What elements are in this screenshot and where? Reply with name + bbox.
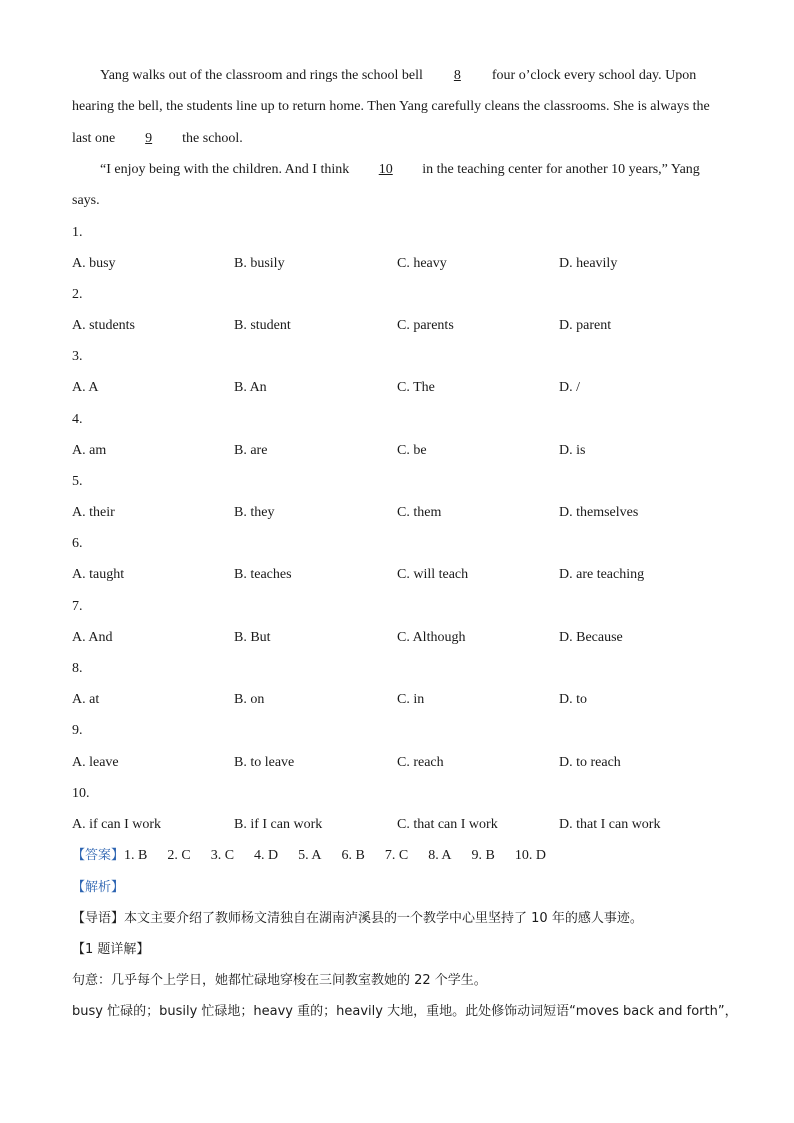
option-a[interactable]: A. at: [72, 692, 100, 707]
option-a[interactable]: A. taught: [72, 567, 125, 582]
passage-text: in the teaching center for another 10 years,” Yang: [422, 162, 700, 177]
answer-item: 9. B: [471, 848, 495, 863]
option-d[interactable]: D. are teaching: [559, 567, 645, 582]
analysis-heading: [72, 879, 124, 897]
answer-item: 4. D: [254, 848, 279, 863]
passage-line-1: [100, 67, 696, 85]
question-number: 2.: [72, 287, 83, 302]
guide-label: 【导语】: [72, 911, 125, 926]
q1-detail-heading: 【1 题详解】: [72, 942, 150, 957]
option-a[interactable]: A. busy: [72, 256, 116, 271]
answer-item: 6. B: [341, 848, 365, 863]
option-a[interactable]: A. And: [72, 630, 113, 645]
passage-text: four o’clock every school day. Upon: [491, 68, 697, 83]
answer-item: 2. C: [167, 848, 191, 863]
q1-sentence: 句意：几乎每个上学日，她都忙碌地穿梭在三间教室教她的 22 个学生。: [72, 973, 487, 988]
answer-item: 10. D: [514, 848, 547, 863]
guide-line: [72, 910, 643, 928]
question-number: 9.: [72, 723, 83, 738]
option-c[interactable]: C. be: [397, 443, 427, 458]
option-b[interactable]: B. But: [234, 630, 271, 645]
passage-line-5: says.: [72, 193, 100, 208]
option-c[interactable]: C. them: [397, 505, 442, 520]
answer-item: 3. C: [210, 848, 235, 863]
analysis-label: 【解析】: [72, 880, 125, 895]
option-c[interactable]: C. parents: [397, 318, 454, 333]
question-number: 8.: [72, 661, 83, 676]
question-number: 1.: [72, 225, 83, 240]
option-c[interactable]: C. will teach: [397, 567, 469, 582]
answer-key: [72, 847, 566, 865]
option-c[interactable]: C. The: [397, 380, 435, 395]
question-number: 6.: [72, 536, 83, 551]
answer-item: 7. C: [384, 848, 409, 863]
option-c[interactable]: C. Although: [397, 630, 466, 645]
option-d[interactable]: D. that I can work: [559, 817, 661, 832]
option-d[interactable]: D. themselves: [559, 505, 639, 520]
option-a[interactable]: A. their: [72, 505, 115, 520]
option-c[interactable]: C. reach: [397, 755, 444, 770]
option-b[interactable]: B. they: [234, 505, 275, 520]
option-d[interactable]: D. Because: [559, 630, 623, 645]
option-a[interactable]: A. leave: [72, 755, 119, 770]
option-a[interactable]: A. am: [72, 443, 107, 458]
option-b[interactable]: B. to leave: [234, 755, 295, 770]
option-d[interactable]: D. /: [559, 380, 580, 395]
option-b[interactable]: B. if I can work: [234, 817, 323, 832]
option-b[interactable]: B. teaches: [234, 567, 292, 582]
option-c[interactable]: C. that can I work: [397, 817, 498, 832]
blank-8: 8: [453, 68, 461, 83]
option-b[interactable]: B. busily: [234, 256, 285, 271]
option-a[interactable]: A. students: [72, 318, 135, 333]
blank-9: 9: [145, 131, 153, 146]
option-d[interactable]: D. is: [559, 443, 586, 458]
passage-line-4: [100, 161, 700, 179]
option-c[interactable]: C. in: [397, 692, 425, 707]
option-d[interactable]: D. parent: [559, 318, 612, 333]
answer-item: 5. A: [298, 848, 322, 863]
question-number: 3.: [72, 349, 83, 364]
question-number: 10.: [72, 786, 90, 801]
passage-line-2: hearing the bell, the students line up to return home. Then Yang carefully cleans the classrooms. She is always the: [72, 99, 710, 114]
question-number: 5.: [72, 474, 83, 489]
passage-text: the school.: [182, 131, 243, 146]
answer-label: 【答案】: [72, 848, 125, 863]
passage-text: “I enjoy being with the children. And I think: [100, 162, 350, 177]
option-a[interactable]: A. if can I work: [72, 817, 162, 832]
guide-text: 本文主要介绍了教师杨文清独自在湖南泸溪县的一个教学中心里坚持了 10 年的感人事迹。: [124, 911, 643, 926]
option-d[interactable]: D. to reach: [559, 755, 621, 770]
option-b[interactable]: B. An: [234, 380, 267, 395]
question-number: 7.: [72, 599, 83, 614]
passage-text: Yang walks out of the classroom and rings the school bell: [100, 68, 423, 83]
passage-line-3: [72, 130, 243, 148]
question-number: 4.: [72, 412, 83, 427]
q1-explanation: busy 忙碌的；busily 忙碌地；heavy 重的；heavily 大地，重地。此处修饰动词短语“moves back and forth”，: [72, 1004, 738, 1019]
blank-10: 10: [378, 162, 393, 177]
option-b[interactable]: B. student: [234, 318, 291, 333]
option-d[interactable]: D. heavily: [559, 256, 618, 271]
answer-item: 1. B: [124, 848, 148, 863]
option-d[interactable]: D. to: [559, 692, 587, 707]
option-b[interactable]: B. on: [234, 692, 265, 707]
passage-text: last one: [72, 131, 116, 146]
option-a[interactable]: A. A: [72, 380, 99, 395]
answer-item: 8. A: [428, 848, 452, 863]
option-b[interactable]: B. are: [234, 443, 268, 458]
option-c[interactable]: C. heavy: [397, 256, 447, 271]
